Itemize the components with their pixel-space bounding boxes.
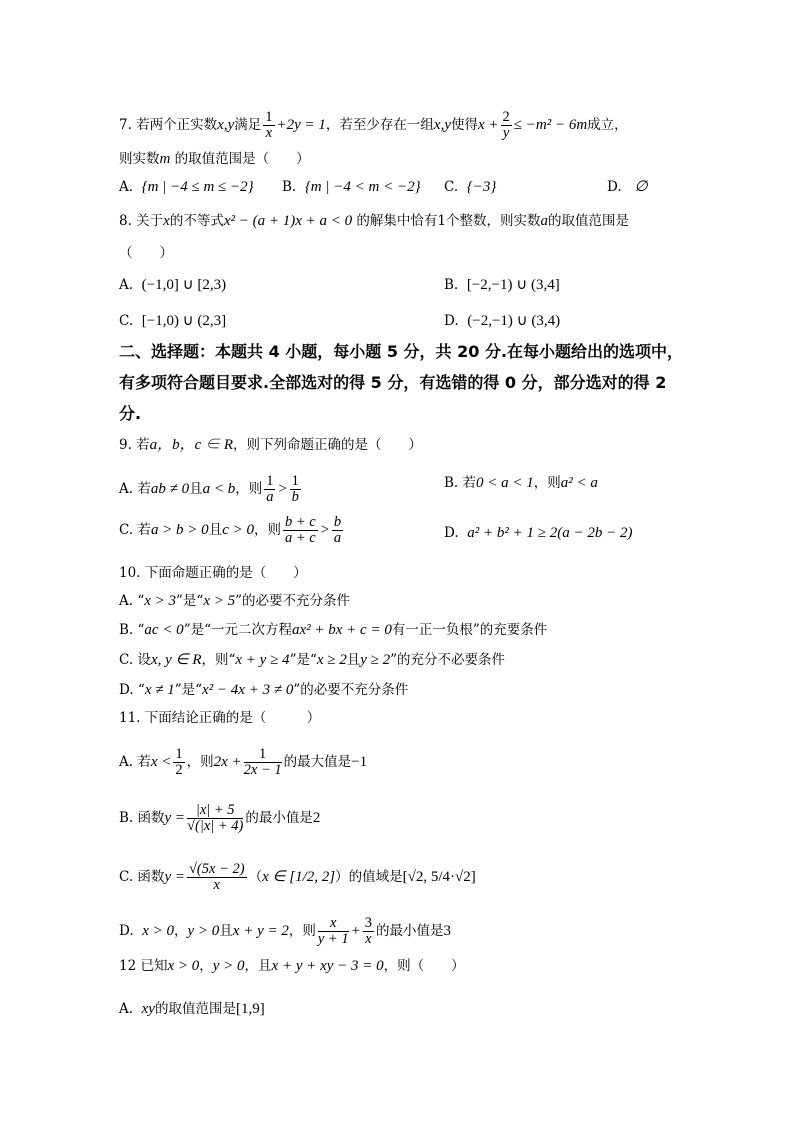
- option-label: C.: [444, 179, 459, 195]
- option-label: A.: [119, 277, 134, 293]
- q7-line2: [119, 150, 310, 168]
- frac-num: √(5x − 2): [188, 861, 245, 877]
- q9-text: 且: [189, 481, 203, 497]
- q11-option-d: [119, 916, 451, 947]
- q9-text: ，则: [253, 522, 281, 538]
- q9-fraction-b-over-a: [332, 515, 343, 546]
- q11-fraction-1-over-2: [173, 747, 184, 778]
- q8-text: 的不等式: [169, 213, 224, 229]
- q11-math: x + y = 2: [232, 923, 289, 939]
- q7-option-b: [282, 178, 421, 196]
- q7-math-m: m: [159, 151, 171, 167]
- q7-math-xy: x,y: [217, 117, 235, 133]
- q8-option-d: [444, 312, 560, 330]
- q9-math: ab ≠ 0: [150, 481, 190, 497]
- q10-math: x ≥ 2: [316, 652, 347, 668]
- q8-text: （ ）: [119, 245, 173, 261]
- q9-text: B. 若: [444, 475, 477, 491]
- q9-text: ，则: [235, 481, 263, 497]
- option-value: ∅: [634, 179, 648, 195]
- q9-fraction-bc-over-ac: [283, 515, 318, 546]
- q12-stem: [119, 957, 465, 975]
- q8-math-a: a: [540, 213, 549, 229]
- frac-num: 1: [244, 747, 282, 763]
- q9-option-c: [119, 515, 345, 546]
- q11-text: 的最大值是: [283, 754, 352, 770]
- frac-num: 1: [291, 473, 299, 489]
- q8-option-a: [119, 276, 226, 294]
- q10-stem: 10. 下面命题正确的是（ ）: [119, 565, 307, 581]
- q9-text: ，则: [533, 475, 561, 491]
- q9-stem: [119, 436, 422, 454]
- option-value: {m | −4 ≤ m ≤ −2}: [141, 179, 254, 195]
- q9-option-d: [444, 524, 632, 542]
- q12-text: 12 已知: [119, 958, 168, 974]
- q11-text: A. 若: [119, 754, 151, 770]
- q8-text: 的解集中恰有1个整数，则实数: [352, 213, 541, 229]
- q9-math: a > b > 0: [150, 522, 209, 538]
- q11-math: x > 0: [142, 923, 175, 939]
- q7-option-a: [119, 178, 254, 196]
- q7-text: 成立，: [587, 117, 628, 133]
- q11-math: y =: [164, 810, 186, 826]
- q7-text: 使得: [450, 117, 478, 133]
- q10-math: x² − 4x + 3 ≠ 0: [202, 682, 294, 698]
- section-heading-line2: 有多项符合题目要求.全部选对的得 5 分，有选错的得 0 分，部分选对的得 2: [119, 373, 667, 392]
- q10-text: C. 设: [119, 652, 151, 668]
- q8-math-inequality: x² − (a + 1)x + a < 0: [223, 213, 353, 229]
- q7-text: 则实数: [119, 151, 160, 167]
- q11-math: 2x +: [213, 754, 242, 770]
- q10-math: y ≥ 2: [360, 652, 391, 668]
- q12-text: ，: [199, 958, 213, 974]
- q10-option-c: [119, 651, 505, 669]
- frac-den: a: [266, 489, 274, 505]
- q7-fraction-2-over-y: [501, 110, 512, 141]
- q8-math-x: x: [163, 213, 170, 229]
- q7-math-eq: +2y = 1: [276, 117, 326, 133]
- frac-den: √(|x| + 4): [187, 818, 244, 834]
- q12-text: ，且: [244, 958, 272, 974]
- q9-text: D.: [444, 525, 459, 541]
- q9-text: A. 若: [119, 481, 151, 497]
- q10-math: x > 5: [203, 593, 236, 609]
- frac-num: |x| + 5: [187, 803, 243, 819]
- q9-math: 0 < a < 1: [476, 475, 534, 491]
- q10-text: ”是“: [176, 593, 204, 609]
- section-heading-line3: 分.: [119, 404, 142, 423]
- q11-fraction-sqrt: [187, 862, 247, 893]
- q7-math: ≤ −m² − 6m: [513, 117, 588, 133]
- option-value: {−3}: [466, 179, 497, 195]
- q11-option-a: [119, 747, 367, 778]
- q10-math: x ≠ 1: [144, 682, 175, 698]
- q11-text: D.: [119, 923, 134, 939]
- q7-option-d: [607, 178, 648, 196]
- q11-math: y =: [164, 869, 185, 885]
- q10-option-d: [119, 681, 408, 699]
- q11-option-b: [119, 803, 320, 834]
- q10-text: ”是“一元二次方程: [183, 622, 292, 638]
- q7-text: 7. 若两个正实数: [119, 117, 218, 133]
- option-label: B.: [444, 277, 459, 293]
- q12-math: xy: [141, 1001, 155, 1017]
- option-value: [−2,−1) ∪ (3,4]: [466, 277, 560, 293]
- q10-math: ax² + bx + c = 0: [292, 622, 392, 638]
- q7-option-c: [444, 178, 496, 196]
- q9-math: a，b，c ∈ R: [149, 437, 233, 453]
- option-value: [−1,0) ∪ (2,3]: [141, 313, 227, 329]
- q11-text: 的最小值是: [245, 810, 313, 826]
- option-label: C.: [119, 313, 134, 329]
- frac-den: x: [213, 877, 220, 893]
- q9-math: a² + b² + 1 ≥ 2(a − 2b − 2): [467, 525, 633, 541]
- q10-text: ”的必要不充分条件: [293, 682, 409, 698]
- q11-fraction-x-over-y1: [318, 916, 349, 947]
- q11-text: （: [248, 869, 263, 885]
- frac-den: y: [502, 125, 510, 141]
- q11-stem: 11. 下面结论正确的是（ ）: [119, 710, 321, 726]
- q10-text: D. “: [119, 682, 145, 698]
- q11-math: [√2, 5/4·√2]: [402, 869, 476, 885]
- q11-fraction-abs-x: [187, 803, 243, 834]
- frac-num: 1: [266, 473, 274, 489]
- q11-fraction-1-over-2x-1: [244, 747, 282, 778]
- q7-text: ，若至少存在一组: [325, 117, 434, 133]
- q9-math: c > 0: [222, 522, 254, 538]
- q11-math: y > 0: [187, 923, 220, 939]
- q10-math: x > 3: [144, 593, 177, 609]
- q8-text: 的取值范围是: [548, 213, 630, 229]
- frac-num: x: [318, 916, 349, 932]
- q11-text: 的最小值是: [375, 923, 444, 939]
- q9-text: 且: [208, 522, 223, 538]
- option-label: D.: [444, 313, 459, 329]
- q11-text: C. 函数: [119, 869, 165, 885]
- q11-math: x ∈ [1/2, 2]: [262, 869, 336, 885]
- q10-text: B. “: [119, 622, 145, 638]
- q10-text: ”是“: [174, 682, 203, 698]
- frac-den: a + c: [284, 530, 316, 546]
- q8-option-c: [119, 312, 226, 330]
- q10-text: ，则“: [201, 652, 236, 668]
- q10-math: ac < 0: [144, 622, 184, 638]
- q7-fraction-1-over-x: [263, 110, 274, 141]
- frac-den: b: [291, 489, 299, 505]
- q10-math: x + y ≥ 4: [235, 652, 290, 668]
- q10-text: 且: [346, 652, 361, 668]
- q11-text: ，: [174, 923, 188, 939]
- frac-den: x: [365, 931, 372, 947]
- q10-math: x, y ∈ R: [150, 652, 202, 668]
- q10-option-b: [119, 621, 547, 639]
- q9-fraction-1-over-a: [264, 474, 275, 505]
- section-heading-line1: 二、选择题：本题共 4 小题，每小题 5 分，共 20 分.在每小题给出的选项中，: [119, 342, 684, 361]
- q9-math: a² < a: [560, 475, 598, 491]
- option-value: {m | −4 < m < −2}: [304, 179, 421, 195]
- q10-option-a: [119, 592, 350, 610]
- q9-math: >: [277, 481, 288, 497]
- option-value: (−2,−1) ∪ (3,4): [467, 313, 561, 329]
- q9-fraction-1-over-b: [290, 474, 301, 505]
- q11-text: B. 函数: [119, 810, 165, 826]
- q11-option-c: [119, 862, 476, 893]
- q11-math: +: [350, 923, 361, 939]
- q8-text: 8. 关于: [119, 213, 164, 229]
- q12-option-a: [119, 1000, 265, 1018]
- q9-text: ，则下列命题正确的是（ ）: [233, 437, 422, 453]
- q9-text: 9. 若: [119, 437, 150, 453]
- q8-line1: [119, 212, 629, 230]
- q11-text: 且: [219, 923, 233, 939]
- q9-option-a: [119, 474, 303, 505]
- q12-math: x + y + xy − 3 = 0: [271, 958, 384, 974]
- q10-text: ”的必要不充分条件: [235, 593, 351, 609]
- q10-text: A. “: [119, 593, 145, 609]
- q11-text: ）的值域是: [335, 869, 403, 885]
- q8-line2: [119, 244, 173, 262]
- frac-den: x: [265, 125, 273, 141]
- frac-den: a: [333, 530, 342, 546]
- q7-math: x +: [477, 117, 499, 133]
- q9-option-b: [444, 474, 598, 492]
- frac-den: y + 1: [317, 931, 349, 947]
- frac-den: 2x − 1: [243, 762, 282, 778]
- q10-text: ”的充分不必要条件: [390, 652, 506, 668]
- frac-num: 1: [265, 109, 273, 125]
- q11-text: ，则: [186, 754, 214, 770]
- option-label: A.: [119, 179, 134, 195]
- q12-text: 的取值范围是: [154, 1001, 236, 1017]
- frac-den: 2: [175, 762, 183, 778]
- q7-line1: [119, 110, 628, 141]
- option-label: B.: [282, 179, 297, 195]
- q11-math: 3: [443, 923, 451, 939]
- q11-math: x <: [150, 754, 172, 770]
- q12-math: [1,9]: [235, 1001, 265, 1017]
- q11-fraction-3-over-x: [363, 916, 374, 947]
- q10-text: ”是“: [289, 652, 317, 668]
- q9-text: C. 若: [119, 522, 151, 538]
- frac-num: 2: [502, 109, 510, 125]
- frac-num: b + c: [284, 514, 316, 530]
- q11-math: 2: [312, 810, 321, 826]
- q12-math: x > 0: [167, 958, 200, 974]
- q7-text: 满足: [234, 117, 262, 133]
- q11-math: −1: [351, 754, 368, 770]
- q12-text: A.: [119, 1001, 134, 1017]
- q12-math: y > 0: [212, 958, 245, 974]
- frac-num: 1: [175, 746, 183, 762]
- q9-math: a < b: [202, 481, 236, 497]
- q7-text: 的取值范围是（ ）: [170, 151, 310, 167]
- q8-option-b: [444, 276, 560, 294]
- option-label: D.: [607, 179, 622, 195]
- q9-math: >: [319, 522, 330, 538]
- q12-text: ，则（ ）: [383, 958, 465, 974]
- frac-num: 3: [364, 915, 372, 931]
- frac-num: b: [333, 514, 342, 530]
- q7-math-xy: x,y: [433, 117, 451, 133]
- option-value: (−1,0] ∪ [2,3): [141, 277, 227, 293]
- q11-text: ，则: [288, 923, 316, 939]
- q10-text: 有一正一负根”的充要条件: [391, 622, 548, 638]
